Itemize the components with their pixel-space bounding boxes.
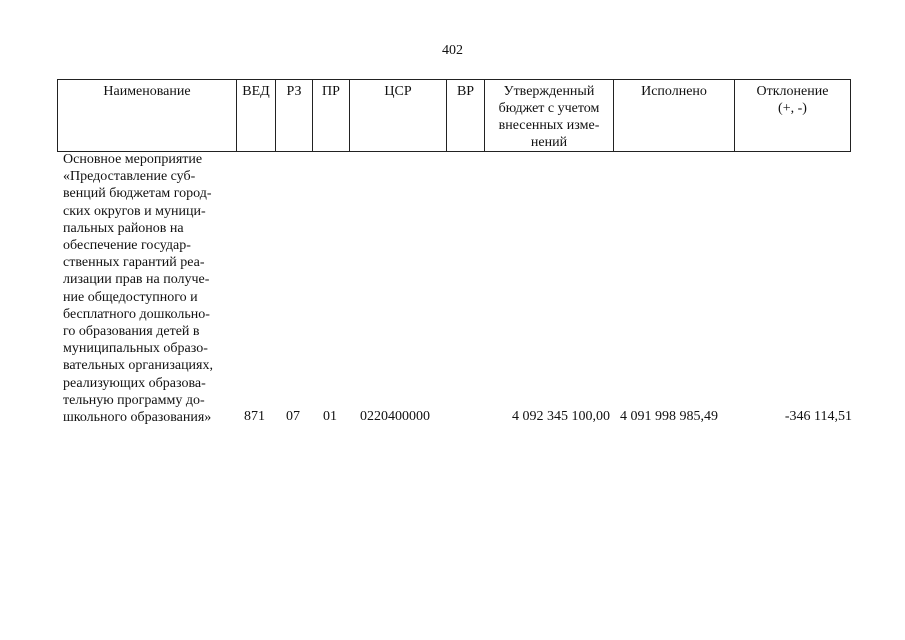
row-name-line: муниципальных образо- (63, 341, 208, 357)
row-name-line: бесплатного дошкольно- (63, 306, 210, 322)
row-ved: 871 (244, 409, 265, 424)
row-rz: 07 (286, 409, 300, 424)
header-pr: ПР (313, 80, 350, 152)
row-executed: 4 091 998 985,49 (620, 409, 718, 424)
row-name-line: ских округов и муници- (63, 203, 206, 219)
row-name-line: обеспечение государ- (63, 238, 191, 254)
row-name-line: вательных организациях, (63, 358, 213, 374)
row-name-line: пальных районов на (63, 220, 184, 236)
row-name-line: «Предоставление суб- (63, 169, 196, 185)
row-name-line: Основное мероприятие (63, 152, 203, 167)
row-name-line: го образования детей в (63, 324, 200, 340)
header-name: Наименование (58, 80, 237, 152)
row-name-line: школьного образования» (63, 410, 212, 426)
row-name-line: лизации прав на получе- (63, 272, 210, 288)
row-name-cell (63, 151, 238, 426)
header-executed: Исполнено (614, 80, 735, 152)
row-name-line: венций бюджетам город- (63, 186, 212, 202)
row-approved-budget: 4 092 345 100,00 (512, 409, 610, 424)
row-name-line: реализующих образова- (63, 375, 206, 391)
row-name-line: ние общедоступного и (63, 289, 198, 305)
header-vr: ВР (447, 80, 485, 152)
header-rz: РЗ (276, 80, 313, 152)
header-csr: ЦСР (350, 80, 447, 152)
row-name-line: тельную программу до- (63, 392, 205, 408)
row-name-line: ственных гарантий реа- (63, 255, 205, 271)
header-deviation: Отклонение (+, -) (735, 80, 851, 152)
row-deviation: -346 114,51 (784, 409, 852, 424)
row-csr: 0220400000 (360, 409, 430, 424)
header-ved: ВЕД (237, 80, 276, 152)
row-pr: 01 (323, 409, 337, 424)
page-number: 402 (442, 43, 463, 58)
header-approved-budget: Утвержденный бюджет с учетом внесенных изме- нений (485, 80, 614, 152)
budget-table-header (57, 79, 851, 152)
